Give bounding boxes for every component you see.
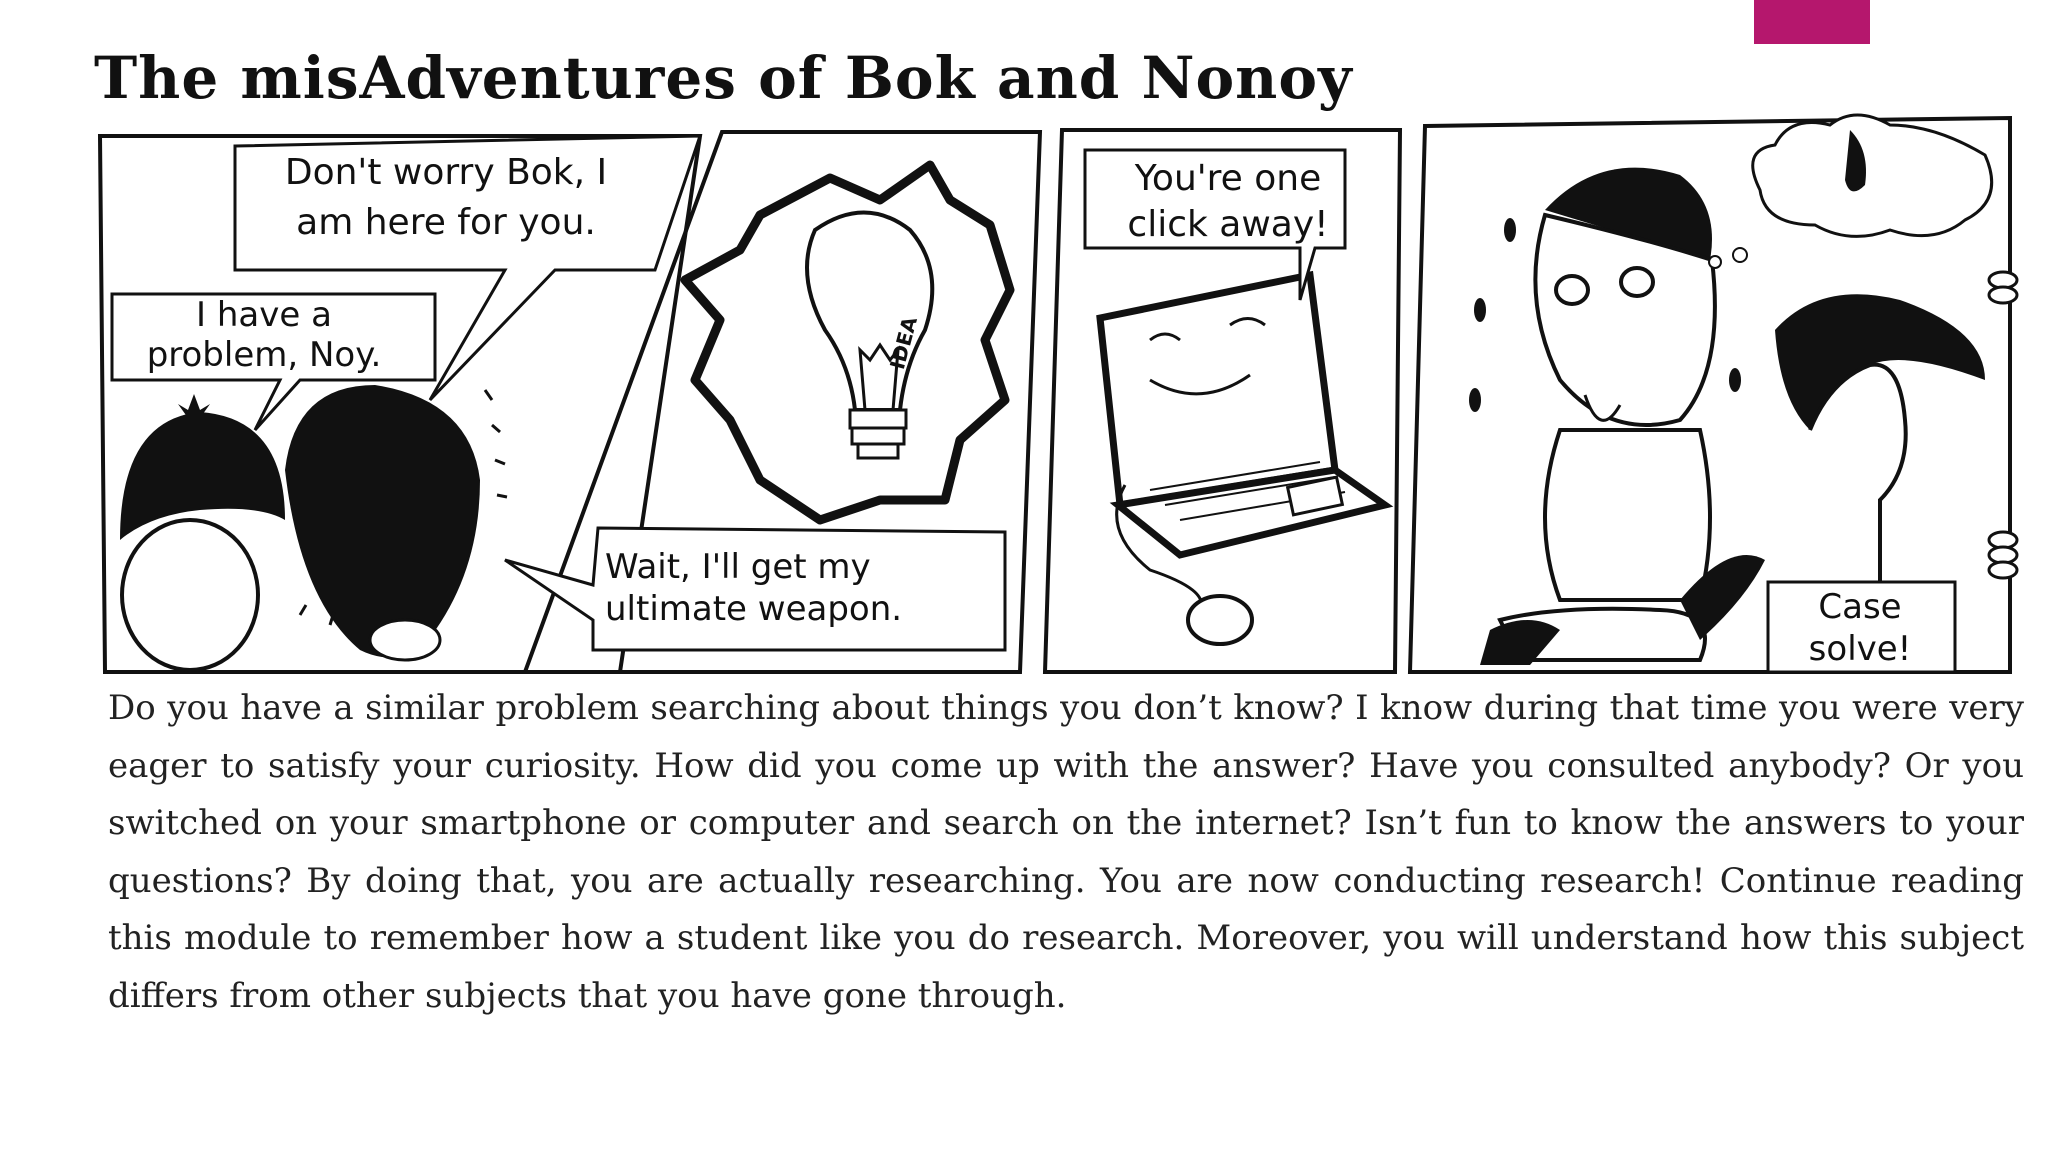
mouse-icon [1188, 596, 1252, 644]
boy-face [122, 520, 258, 670]
page-title: The misAdventures of Bok and Nonoy [94, 44, 1353, 112]
bulb-label: IDEA [885, 314, 922, 372]
bubble-weapon-line-1: Wait, I'll get my [605, 547, 871, 587]
bubble-weapon-line-2: ultimate weapon. [605, 589, 903, 629]
bubble-bok-line-2: problem, Noy. [146, 335, 382, 375]
bubble-noy-line-2: am here for you. [296, 202, 596, 243]
bubble-click-line-1: You're one [1134, 158, 1322, 199]
panel-1-art [120, 385, 507, 670]
bubble-noy-line-1: Don't worry Bok, I [284, 152, 608, 193]
bubble-case-line-2: solve! [1808, 629, 1912, 669]
laptop-art [1100, 275, 1385, 644]
girl-hair [285, 385, 480, 658]
body-paragraph: Do you have a similar problem searching about things you don’t know? I know during that time you were very eager to satisfy your curiosity. How did you come up with the answer? Have you consulted anybody? Or you switched on your smartphone or computer and search on the internet? Isn’t fun to know the answers to your questions? By doing that, you are actually researching. You are now conducting research! Continue reading this module to remember how a student like you do research. Moreover, you will understand how this subject differs from other subjects that you have gone through. [108, 688, 2024, 1016]
bubble-click-line-2: click away! [1127, 204, 1329, 245]
bubble-bok-line-1: I have a [196, 295, 332, 335]
bubble-case-line-1: Case [1818, 587, 1902, 627]
lightbulb-art [685, 165, 1010, 520]
